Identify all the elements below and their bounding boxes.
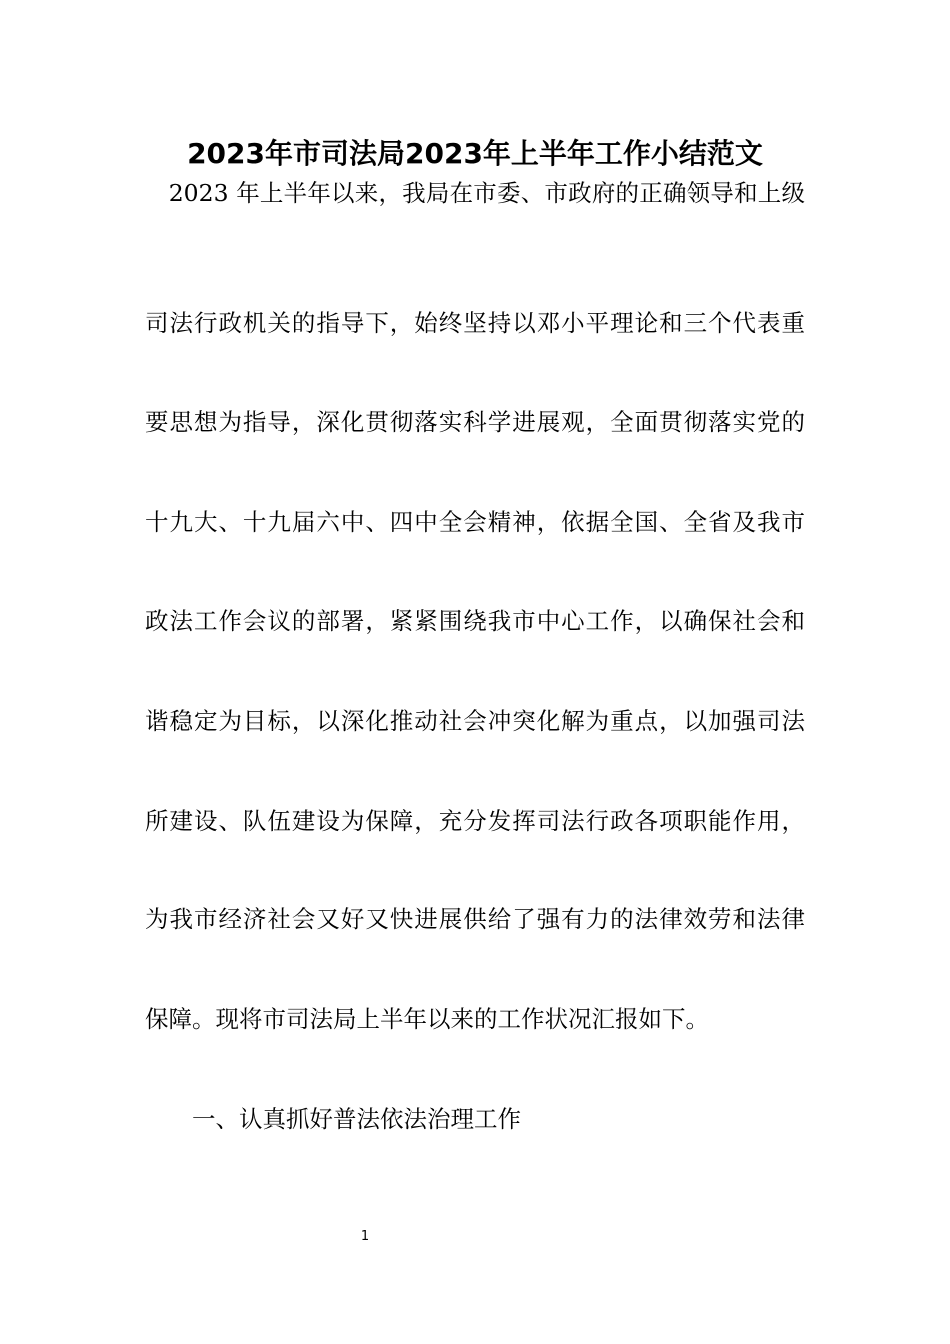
document-title: 2023年市司法局2023年上半年工作小结范文 (187, 137, 763, 170)
paragraph-line: 所建设、队伍建设为保障，充分发挥司法行政各项职能作用， (145, 807, 805, 835)
section-heading: 一、认真抓好普法依法治理工作 (192, 1105, 521, 1133)
paragraph-line: 为我市经济社会又好又快进展供给了强有力的法律效劳和法律 (145, 905, 805, 933)
page-number: 1 (360, 1229, 370, 1244)
paragraph-line: 要思想为指导，深化贯彻落实科学进展观，全面贯彻落实党的 (145, 408, 805, 436)
paragraph-line: 十九大、十九届六中、四中全会精神，依据全国、全省及我市 (145, 508, 805, 536)
paragraph-line: 谐稳定为目标，以深化推动社会冲突化解为重点，以加强司法 (145, 707, 805, 735)
paragraph-line: 保障。现将市司法局上半年以来的工作状况汇报如下。 (145, 1005, 709, 1033)
paragraph-line: 2023 年上半年以来，我局在市委、市政府的正确领导和上级 (145, 179, 805, 207)
paragraph-line: 政法工作会议的部署，紧紧围绕我市中心工作，以确保社会和 (145, 607, 805, 635)
paragraph-line: 司法行政机关的指导下，始终坚持以邓小平理论和三个代表重 (145, 309, 805, 337)
